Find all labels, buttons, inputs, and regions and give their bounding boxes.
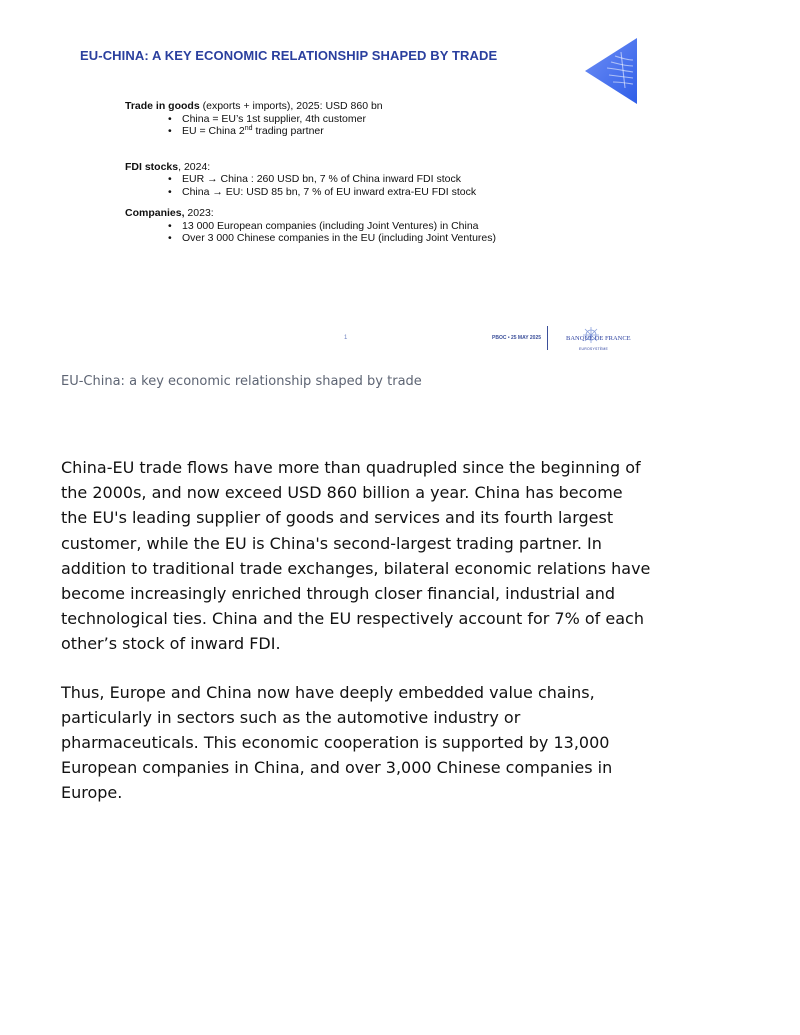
blue-triangle-logo-icon: [585, 38, 637, 104]
slide-footer-event: PBOC • 25 MAY 2025: [492, 335, 541, 341]
slide-bullet-list: [125, 220, 595, 245]
slide-bullet: [168, 173, 595, 186]
slide-section-trade: [125, 100, 595, 138]
heading-rest: 2023:: [184, 207, 214, 219]
article-paragraph: [61, 680, 646, 806]
bullet-dot: •: [168, 219, 172, 232]
slide-section-companies: [125, 207, 595, 245]
heading-bold: Companies,: [125, 207, 185, 219]
slide-section-fdi: [125, 161, 595, 199]
paragraph-line: particularly in sectors such as the automotive industry or: [61, 707, 521, 727]
paragraph-line: European companies in China, and over 3,000 Chinese companies in: [61, 758, 613, 778]
paragraph-line: become increasingly enriched through closer financial, industrial and: [61, 584, 616, 604]
paragraph-line: Europe.: [61, 783, 123, 803]
bullet-text: 13 000 European companies (including Joint Ventures) in China: [182, 219, 479, 232]
bullet-text: EUR → China : 260 USD bn, 7 % of China inward FDI stock: [182, 173, 461, 185]
paragraph-line: Thus, Europe and China now have deeply embedded value chains,: [61, 682, 595, 702]
heading-rest: (exports + imports), 2025: USD 860 bn: [199, 100, 383, 112]
slide-section-heading: [125, 207, 595, 220]
bank-name: BANQUE DE FRANCE: [566, 335, 631, 342]
slide-bullet: [168, 232, 595, 245]
image-caption: EU-China: a key economic relationship shaped by trade: [61, 374, 422, 389]
bank-subtitle: EUROSYSTÈME: [579, 347, 609, 351]
slide-page-number: 1: [344, 335, 348, 341]
paragraph-line: pharmaceuticals. This economic cooperation is supported by 13,000: [61, 733, 610, 753]
slide-title: EU-CHINA: A KEY ECONOMIC RELATIONSHIP SHAPED BY TRADE: [80, 48, 498, 63]
article-paragraph: [61, 455, 651, 657]
bullet-dot: •: [168, 232, 172, 244]
paragraph-line: the 2000s, and now exceed USD 860 billion a year. China has become: [61, 483, 623, 503]
bullet-dot: •: [168, 173, 172, 185]
slide-bullet-list: [125, 173, 595, 198]
bullet-superscript: nd: [244, 125, 253, 132]
slide-bullet: [168, 113, 595, 126]
heading-rest: , 2024:: [178, 160, 211, 173]
bullet-text: EU = China 2: [182, 125, 245, 137]
heading-bold: Trade in goods: [125, 100, 200, 112]
bullet-text: Over 3 000 Chinese companies in the EU (including Joint Ventures): [182, 232, 497, 244]
bullet-dot: •: [168, 125, 172, 137]
slide-bullet: [168, 186, 595, 199]
slide-bullet-list: [125, 113, 595, 138]
slide-image: [60, 30, 645, 360]
bank-logo: [554, 326, 634, 356]
paragraph-line: other’s stock of inward FDI.: [61, 634, 281, 654]
slide-body: [125, 100, 595, 245]
slide-footer-divider: [547, 326, 548, 350]
bullet-dot: •: [168, 185, 172, 198]
slide-section-heading: [125, 100, 595, 113]
bullet-text-after: trading partner: [252, 125, 324, 137]
article-body: [61, 455, 651, 806]
bullet-text: China = EU’s 1st supplier, 4th customer: [182, 112, 366, 125]
paragraph-line: China-EU trade flows have more than quadrupled since the beginning of: [61, 458, 641, 477]
slide-bullet: [168, 125, 595, 138]
slide-section-heading: [125, 161, 595, 174]
heading-bold: FDI stocks: [125, 160, 179, 173]
paragraph-line: customer, while the EU is China's second-largest trading partner. In: [61, 533, 602, 553]
bullet-dot: •: [168, 112, 172, 125]
paragraph-line: addition to traditional trade exchanges, bilateral economic relations have: [61, 558, 651, 578]
paragraph-line: the EU's leading supplier of goods and services and its fourth largest: [61, 508, 614, 528]
slide-bullet: [168, 220, 595, 233]
bullet-text: China → EU: USD 85 bn, 7 % of EU inward extra-EU FDI stock: [182, 185, 477, 198]
paragraph-line: technological ties. China and the EU respectively account for 7% of each: [61, 609, 644, 629]
